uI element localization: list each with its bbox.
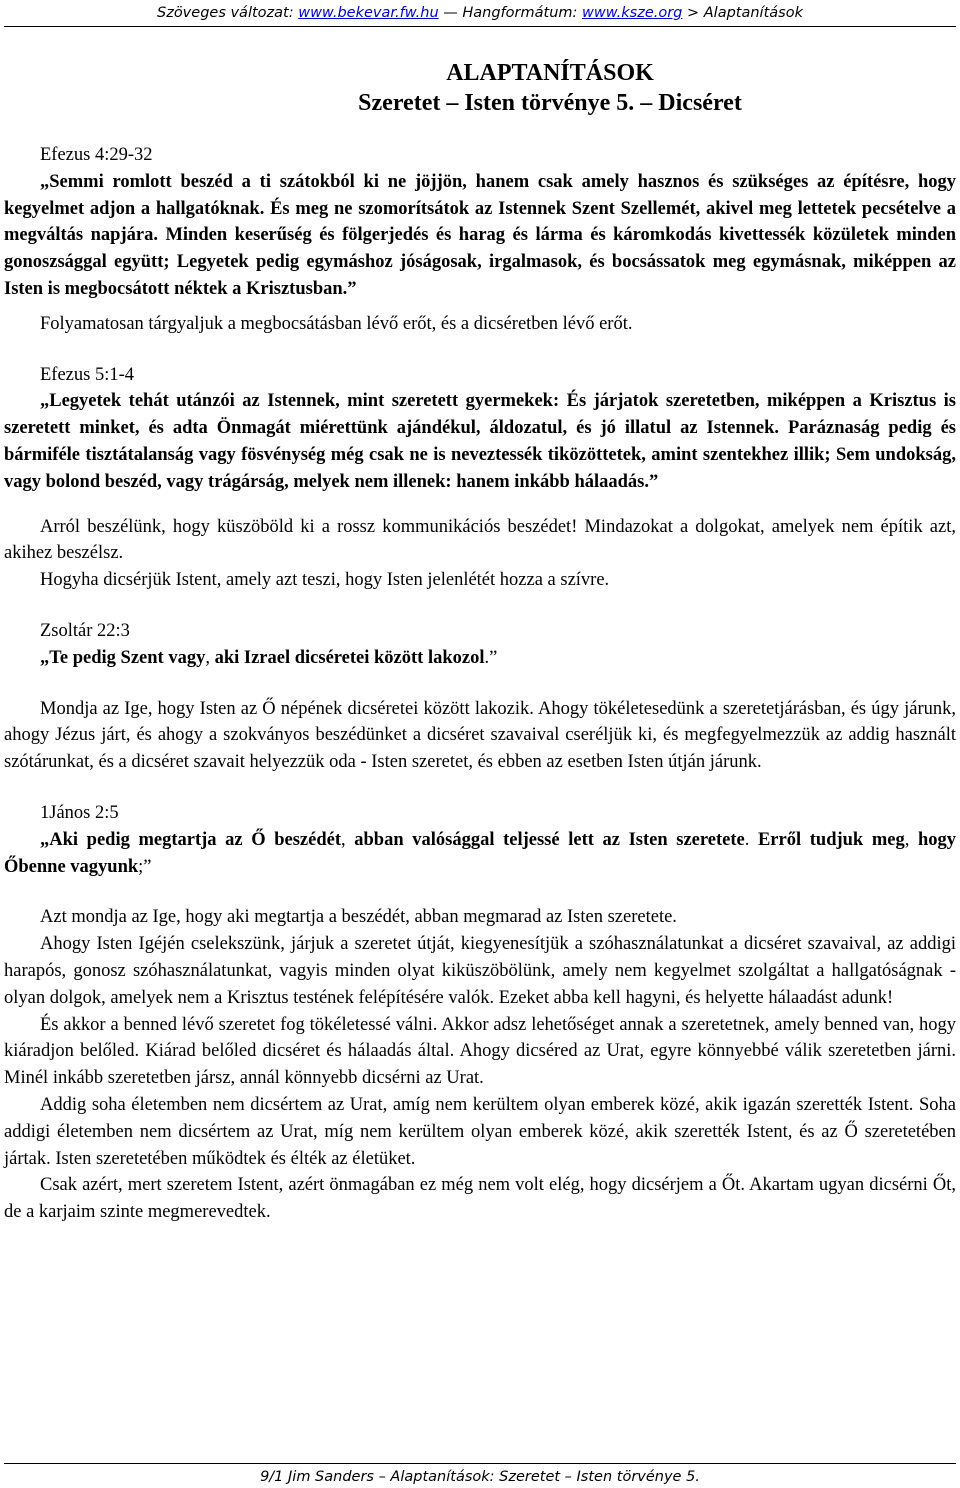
scripture-reference: Efezus 4:29-32 [40, 145, 153, 165]
page-title [144, 58, 956, 118]
quote-part: , [341, 829, 355, 850]
header-prefix: Szöveges változat: [157, 5, 299, 21]
page-footer: 9/1 Jim Sanders – Alaptanítások: Szeretet – Isten törvénye 5. [260, 1469, 700, 1485]
scripture-reference: Zsoltár 22:3 [40, 620, 130, 641]
quote-part: , [205, 647, 215, 668]
quote-part: .” [484, 647, 498, 668]
quote-part: , [904, 829, 918, 850]
scripture-quote [4, 827, 956, 881]
quote-part: aki Izrael dicséretei között lakozol [214, 647, 485, 668]
scripture-quote: „Legyetek tehát utánzói az Istennek, mint szeretett gyermekek: És járjatok szeretetben, miképpen a Krisztus is szeretett minket, és adta Önmagát miérettünk ajándékul, áldozatul, és jó illatul az Istennek. Paráznaság pedig és bármiféle tisztátalanság vagy fösvénység még csak ne is neveztessék tiközöttetek, amint szentekhez illik; Sem undokság, vagy bolond beszéd, vagy trágárság, melyek nem illenek: hanem inkább hálaadás.” [4, 391, 956, 492]
scripture-quote: „Semmi romlott beszéd a ti szátokból ki ne jöjjön, hanem csak amely hasznos és szükséges az építésre, hogy kegyelmet adjon a hallgatóknak. És meg ne szomorítsátok az Istennek Szent Szellemét, akivel meg lettetek pecsételve a megváltás napjára. Minden keserűség és fölgerjedés és harag és lárma és káromkodás kivettessék közületek minden gonoszsággal együtt; Legyetek pedig egymáshoz jóságosak, irgalmasok, és bocsássatok meg egymásnak, miképpen az Isten is megbocsátott néktek a Krisztusban.” [4, 171, 956, 299]
quote-part: hogy Őbenne vagyunk [4, 829, 957, 877]
commentary-paragraph: És akkor a benned lévő szeretet fog tökéletessé válni. Akkor adsz lehetőséget annak a szeretetnek, amely benned van, hogy kiáradjon belőled. Kiárad belőled dicséret és hálaadás által. Ahogy dicséred az Urat, egyre könnyebbé válik szeretetben járni. Minél inkább szeretetben jársz, annál könnyebb dicsérni az Urat. [4, 1014, 956, 1089]
title-line-2: Szeretet – Isten törvénye 5. – Dicséret [358, 90, 742, 116]
quote-part: ;” [138, 856, 152, 877]
quote-part: . [744, 829, 758, 850]
commentary-paragraph: Mondja az Ige, hogy Isten az Ő népének dicséretei között lakozik. Ahogy tökéletesedünk a szeretetjárásban, és úgy járunk, ahogy Jézus járt, és ahogy a szokványos beszédünket a dicséret szavaival cseréljük ki, és megfegyelmezzük az addig használt szótárunkat, és a dicséret szavait helyezzük oda - Isten szeretet, és ebben az esetben Isten útján járunk. [4, 698, 956, 773]
commentary-paragraph: Csak azért, mert szeretem Istent, azért önmagában ez még nem volt elég, hogy dicsérjem a Őt. Akartam ugyan dicsérni Őt, de a karjaim szinte megmerevedtek. [4, 1175, 956, 1223]
page-header [0, 2, 960, 24]
quote-part: Erről tudjuk meg [757, 829, 905, 850]
header-link-ksze[interactable]: www.ksze.org [582, 5, 683, 21]
commentary-paragraph: Ahogy Isten Igéjén cselekszünk, járjuk a szeretet útját, kiegyenesítjük a szóhasználatunkat a dicséret szavaival, az addigi harapós, gonosz szóhasználatunkat, vagyis minden olyat kiküszöbölünk, amely nem kegyelmet szolgáltat a hallgatóságnak - olyan dolgok, amelyek nem a Krisztus testének felépítésére valók. Ezeket abba kell hagyni, és helyette hálaadást adunk! [4, 934, 956, 1008]
commentary-paragraph: Azt mondja az Ige, hogy aki megtartja a beszédét, abban megmarad az Isten szeretete. [40, 907, 677, 928]
commentary-paragraph: Folyamatosan tárgyaljuk a megbocsátásban lévő erőt, és a dicséretben lévő erőt. [40, 313, 633, 334]
title-line-1: ALAPTANÍTÁSOK [446, 60, 654, 86]
scripture-quote [4, 645, 956, 672]
scripture-reference: 1János 2:5 [40, 802, 119, 823]
commentary-paragraph: Hogyha dicsérjük Istent, amely azt teszi, hogy Isten jelenlétét hozza a szívre. [40, 570, 610, 591]
header-divider [4, 26, 956, 27]
header-link-bekevar[interactable]: www.bekevar.fw.hu [298, 5, 439, 21]
header-suffix: > Alaptanítások [682, 5, 803, 21]
quote-part: abban valósággal teljessé lett az Isten szeretete [354, 829, 745, 850]
page-content [4, 58, 956, 1226]
footer-divider [4, 1463, 956, 1464]
commentary-paragraph: Arról beszélünk, hogy küszöböld ki a rossz kommunikációs beszédet! Mindazokat a dolgokat, amelyek nem építik azt, akihez beszélsz. [4, 516, 956, 564]
quote-part: „Aki pedig megtartja az Ő beszédét [40, 829, 342, 850]
scripture-reference: Efezus 5:1-4 [40, 364, 135, 385]
quote-part: „Te pedig Szent vagy [40, 647, 206, 668]
commentary-paragraph: Addig soha életemben nem dicsértem az Urat, amíg nem kerültem olyan emberek közé, akik igazán szerették Istent. Soha addigi életemben nem dicsértem az Urat, míg nem kerültem olyan emberek közé, akik szerették Istent, és az Ő szeretetében jártak. Isten szeretetében működtek és élték az életüket. [4, 1094, 956, 1169]
header-middle: — Hangformátum: [438, 5, 582, 21]
